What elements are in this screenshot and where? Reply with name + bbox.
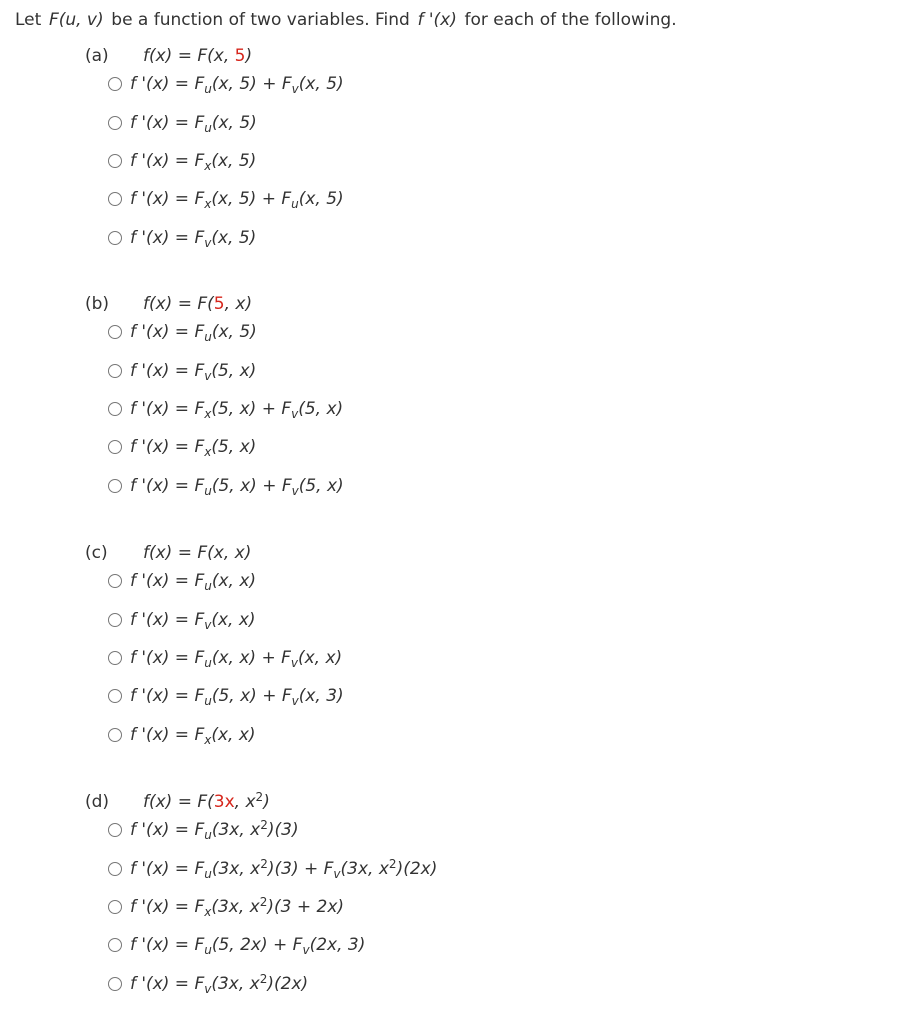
part-header <box>85 541 251 565</box>
option-expression <box>130 397 343 421</box>
answer-option[interactable] <box>108 723 256 747</box>
option-lhs: f '(x) = <box>130 686 195 706</box>
option-text: (x, x) <box>211 571 257 591</box>
option-subscript: x <box>204 159 212 173</box>
option-text: )(2x) <box>396 859 438 879</box>
part-label: (b) <box>85 294 110 314</box>
option-subscript: v <box>291 694 299 708</box>
radio-button[interactable] <box>108 651 122 665</box>
option-subscript: x <box>204 905 212 919</box>
option-expression <box>130 608 256 632</box>
answer-option[interactable] <box>108 187 344 211</box>
option-subscript: v <box>291 82 299 96</box>
definition-exponent: 2 <box>255 790 264 804</box>
option-expression <box>130 149 256 173</box>
option-text: (3x, x <box>211 859 261 879</box>
definition-text: f(x) = F(x, <box>143 46 235 66</box>
option-text: (5, x) <box>211 437 257 457</box>
option-expression <box>130 111 257 135</box>
option-text: (x, x) <box>297 648 343 668</box>
radio-button[interactable] <box>108 977 122 991</box>
prompt-function-name: F <box>48 10 59 30</box>
option-subscript: x <box>204 197 212 211</box>
option-text: (3x, x <box>211 820 261 840</box>
radio-button[interactable] <box>108 613 122 627</box>
option-subscript: v <box>204 369 212 383</box>
part-label: (c) <box>85 543 108 563</box>
radio-button[interactable] <box>108 900 122 914</box>
answer-option[interactable] <box>108 435 256 459</box>
option-expression <box>130 226 256 250</box>
part-header <box>85 790 270 814</box>
answer-option[interactable] <box>108 933 365 957</box>
radio-button[interactable] <box>108 823 122 837</box>
answer-option[interactable] <box>108 397 343 421</box>
part-header <box>85 44 252 68</box>
option-subscript: x <box>204 445 212 459</box>
option-subscript: v <box>290 656 298 670</box>
option-text: F <box>194 113 205 133</box>
prompt-lead: Let <box>15 10 42 30</box>
radio-button[interactable] <box>108 862 122 876</box>
option-text: )(3 + 2x) <box>267 897 345 917</box>
option-text: (x, 3) <box>298 686 344 706</box>
option-text: F <box>194 859 205 879</box>
radio-button[interactable] <box>108 440 122 454</box>
option-text: F <box>194 151 205 171</box>
option-expression <box>130 569 256 593</box>
option-text: (x, 5) <box>211 113 257 133</box>
option-text: F <box>194 189 205 209</box>
part-definition <box>143 294 252 314</box>
option-text: F <box>194 399 205 419</box>
option-lhs: f '(x) = <box>130 571 195 591</box>
option-text: (5, x) <box>298 399 344 419</box>
answer-option[interactable] <box>108 226 256 250</box>
radio-button[interactable] <box>108 574 122 588</box>
option-lhs: f '(x) = <box>130 74 195 94</box>
option-text: (3x, x <box>211 897 260 917</box>
option-subscript: u <box>204 867 212 881</box>
option-lhs: f '(x) = <box>130 437 195 457</box>
option-text: (2x, 3) <box>309 935 366 955</box>
definition-text: ) <box>263 792 270 812</box>
option-lhs: f '(x) = <box>130 859 195 879</box>
option-exponent: 2 <box>259 972 268 986</box>
option-expression <box>130 723 256 747</box>
option-text: F <box>194 361 205 381</box>
option-text: F <box>194 228 205 248</box>
radio-button[interactable] <box>108 689 122 703</box>
option-expression <box>130 895 344 919</box>
radio-button[interactable] <box>108 77 122 91</box>
option-text: (3x, x <box>340 859 389 879</box>
option-subscript: u <box>204 330 212 344</box>
radio-button[interactable] <box>108 116 122 130</box>
option-text: (x, 5) <box>211 322 257 342</box>
option-lhs: f '(x) = <box>130 399 195 419</box>
answer-option[interactable] <box>108 72 344 96</box>
option-text: (x, 5) <box>211 228 257 248</box>
radio-button[interactable] <box>108 325 122 339</box>
option-expression <box>130 818 299 842</box>
option-expression <box>130 646 342 670</box>
option-text: F <box>194 725 205 745</box>
option-subscript: u <box>204 82 212 96</box>
answer-option[interactable] <box>108 320 257 344</box>
option-text: (x, 5) <box>298 189 344 209</box>
option-text: (5, x) + F <box>211 476 292 496</box>
option-subscript: u <box>204 694 212 708</box>
option-text: F <box>194 476 205 496</box>
answer-option[interactable] <box>108 818 299 842</box>
option-text: F <box>194 610 205 630</box>
radio-button[interactable] <box>108 154 122 168</box>
option-lhs: f '(x) = <box>130 820 195 840</box>
option-expression <box>130 474 344 498</box>
option-subscript: v <box>291 407 299 421</box>
part-header <box>85 292 252 316</box>
answer-option[interactable] <box>108 857 437 881</box>
option-text: F <box>194 437 205 457</box>
option-exponent: 2 <box>260 857 268 871</box>
definition-text: ) <box>245 46 253 66</box>
option-lhs: f '(x) = <box>130 228 195 248</box>
option-lhs: f '(x) = <box>130 935 195 955</box>
option-subscript: v <box>291 484 299 498</box>
definition-text: f(x) = F( <box>143 792 214 812</box>
option-text: F <box>194 322 205 342</box>
part-label: (a) <box>85 46 109 66</box>
radio-button[interactable] <box>108 364 122 378</box>
option-lhs: f '(x) = <box>130 897 195 917</box>
question-prompt <box>15 8 677 32</box>
option-text: (5, x) <box>211 361 257 381</box>
option-text: (5, x) <box>298 476 344 496</box>
option-text: (x, 5) + F <box>211 74 292 94</box>
answer-option[interactable] <box>108 149 256 173</box>
option-expression <box>130 435 256 459</box>
part-definition <box>143 543 251 563</box>
option-expression <box>130 320 257 344</box>
definition-highlight: 5 <box>234 46 246 66</box>
option-text: (3x, x <box>211 974 260 994</box>
option-text: (5, x) + F <box>211 686 292 706</box>
option-text: F <box>194 897 205 917</box>
option-text: F <box>194 686 205 706</box>
prompt-function-args: (u, v) <box>58 10 104 30</box>
option-exponent: 2 <box>259 895 268 909</box>
radio-button[interactable] <box>108 728 122 742</box>
option-subscript: u <box>204 656 212 670</box>
option-subscript: u <box>204 121 212 135</box>
option-lhs: f '(x) = <box>130 648 195 668</box>
option-expression <box>130 72 344 96</box>
option-lhs: f '(x) = <box>130 725 195 745</box>
option-subscript: u <box>204 579 212 593</box>
answer-option[interactable] <box>108 111 257 135</box>
option-text: (x, x) + F <box>211 648 291 668</box>
radio-button[interactable] <box>108 231 122 245</box>
option-text: F <box>194 820 205 840</box>
radio-button[interactable] <box>108 479 122 493</box>
option-subscript: v <box>204 236 212 250</box>
option-subscript: u <box>204 828 212 842</box>
answer-option[interactable] <box>108 895 344 919</box>
option-text: (x, 5) <box>298 74 344 94</box>
option-expression <box>130 187 344 211</box>
radio-button[interactable] <box>108 402 122 416</box>
option-text: )(2x) <box>267 974 309 994</box>
definition-highlight: 3x <box>213 792 235 812</box>
definition-text: , x) <box>224 294 253 314</box>
option-text: (5, 2x) + F <box>211 935 303 955</box>
option-text: F <box>194 74 205 94</box>
answer-option[interactable] <box>108 684 344 708</box>
answer-option[interactable] <box>108 972 308 996</box>
option-lhs: f '(x) = <box>130 151 195 171</box>
option-subscript: v <box>204 982 212 996</box>
option-subscript: x <box>204 407 212 421</box>
option-text: F <box>194 935 205 955</box>
option-text: F <box>194 648 205 668</box>
option-text: F <box>194 571 205 591</box>
definition-highlight: 5 <box>213 294 225 314</box>
radio-button[interactable] <box>108 938 122 952</box>
option-expression <box>130 684 344 708</box>
option-text: (x, 5) <box>211 151 257 171</box>
option-subscript: v <box>333 867 341 881</box>
option-lhs: f '(x) = <box>130 113 195 133</box>
definition-text: , x <box>234 792 256 812</box>
option-text: (5, x) + F <box>211 399 292 419</box>
option-lhs: f '(x) = <box>130 610 195 630</box>
part-definition <box>143 792 270 812</box>
answer-option[interactable] <box>108 359 256 383</box>
option-lhs: f '(x) = <box>130 476 195 496</box>
prompt-middle: be a function of two variables. Find <box>111 10 410 30</box>
option-expression <box>130 857 437 881</box>
option-text: )(3) + F <box>267 859 334 879</box>
option-expression <box>130 359 256 383</box>
definition-text: f(x) = F(x, x) <box>143 543 252 563</box>
prompt-derivative: f '(x) <box>417 10 457 30</box>
option-subscript: u <box>204 943 212 957</box>
option-subscript: v <box>204 618 212 632</box>
prompt-tail: for each of the following. <box>464 10 677 30</box>
option-subscript: v <box>302 943 310 957</box>
option-text: F <box>194 974 205 994</box>
option-subscript: x <box>204 733 212 747</box>
answer-option[interactable] <box>108 474 344 498</box>
option-exponent: 2 <box>260 818 268 832</box>
option-subscript: u <box>291 197 299 211</box>
part-label: (d) <box>85 792 110 812</box>
option-subscript: u <box>204 484 212 498</box>
definition-text: f(x) = F( <box>143 294 214 314</box>
option-expression <box>130 933 365 957</box>
option-exponent: 2 <box>388 857 397 871</box>
radio-button[interactable] <box>108 192 122 206</box>
option-text: (x, x) <box>211 610 256 630</box>
option-text: (x, 5) + F <box>211 189 292 209</box>
answer-option[interactable] <box>108 569 256 593</box>
option-expression <box>130 972 308 996</box>
option-lhs: f '(x) = <box>130 189 195 209</box>
option-text: (x, x) <box>211 725 256 745</box>
option-text: )(3) <box>267 820 299 840</box>
answer-option[interactable] <box>108 608 256 632</box>
part-definition <box>143 46 252 66</box>
option-lhs: f '(x) = <box>130 322 195 342</box>
option-lhs: f '(x) = <box>130 361 195 381</box>
answer-option[interactable] <box>108 646 342 670</box>
option-lhs: f '(x) = <box>130 974 195 994</box>
